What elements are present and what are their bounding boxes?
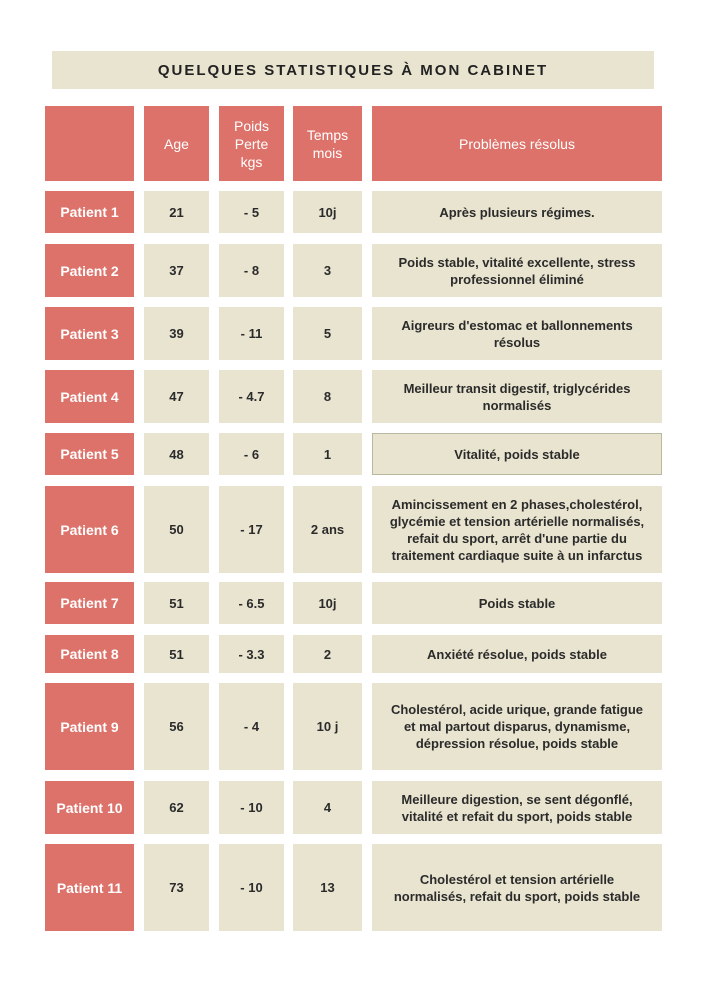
patient-label: Patient 7 [45, 582, 134, 624]
age-cell: 73 [144, 844, 209, 931]
patient-label: Patient 5 [45, 433, 134, 475]
patient-label: Patient 10 [45, 781, 134, 834]
age-cell: 56 [144, 683, 209, 770]
age-cell: 51 [144, 635, 209, 673]
weight-loss-cell: - 11 [219, 307, 284, 360]
problems-cell: Meilleur transit digestif, triglycérides normalisés [372, 370, 662, 423]
weight-loss-cell: - 8 [219, 244, 284, 297]
patient-label: Patient 4 [45, 370, 134, 423]
patient-label: Patient 9 [45, 683, 134, 770]
duration-cell: 10j [293, 191, 362, 233]
duration-cell: 10j [293, 582, 362, 624]
weight-loss-cell: - 5 [219, 191, 284, 233]
problems-cell: Poids stable [372, 582, 662, 624]
header-time-label: Temps mois [306, 126, 349, 161]
age-cell: 62 [144, 781, 209, 834]
weight-loss-cell: - 6 [219, 433, 284, 475]
problems-cell: Après plusieurs régimes. [372, 191, 662, 233]
duration-cell: 13 [293, 844, 362, 931]
duration-cell: 3 [293, 244, 362, 297]
weight-loss-cell: - 6.5 [219, 582, 284, 624]
age-cell: 21 [144, 191, 209, 233]
weight-loss-cell: - 10 [219, 844, 284, 931]
patient-label: Patient 2 [45, 244, 134, 297]
page-title: QUELQUES STATISTIQUES À MON CABINET [52, 51, 654, 89]
age-cell: 50 [144, 486, 209, 573]
problems-cell: Poids stable, vitalité excellente, stress professionnel éliminé [372, 244, 662, 297]
duration-cell: 8 [293, 370, 362, 423]
patient-label: Patient 8 [45, 635, 134, 673]
duration-cell: 1 [293, 433, 362, 475]
duration-cell: 5 [293, 307, 362, 360]
problems-cell: Amincissement en 2 phases,cholestérol, glycémie et tension artérielle normalisés, refait du sport, arrêt d'une partie du traitement cardiaque suite à un infarctus [372, 486, 662, 573]
weight-loss-cell: - 10 [219, 781, 284, 834]
weight-loss-cell: - 17 [219, 486, 284, 573]
duration-cell: 10 j [293, 683, 362, 770]
problems-cell: Cholestérol et tension artérielle normalisés, refait du sport, poids stable [372, 844, 662, 931]
age-cell: 51 [144, 582, 209, 624]
age-cell: 39 [144, 307, 209, 360]
header-time [293, 106, 362, 181]
problems-cell: Vitalité, poids stable [372, 433, 662, 475]
header-problems: Problèmes résolus [372, 106, 662, 181]
header-corner [45, 106, 134, 181]
header-weight-loss-label: Poids Perte kgs [233, 117, 270, 170]
duration-cell: 2 ans [293, 486, 362, 573]
patient-label: Patient 3 [45, 307, 134, 360]
patient-label: Patient 6 [45, 486, 134, 573]
duration-cell: 4 [293, 781, 362, 834]
patient-label: Patient 1 [45, 191, 134, 233]
age-cell: 37 [144, 244, 209, 297]
age-cell: 47 [144, 370, 209, 423]
problems-cell: Aigreurs d'estomac et ballonnements résolus [372, 307, 662, 360]
age-cell: 48 [144, 433, 209, 475]
weight-loss-cell: - 4.7 [219, 370, 284, 423]
patient-label: Patient 11 [45, 844, 134, 931]
weight-loss-cell: - 3.3 [219, 635, 284, 673]
weight-loss-cell: - 4 [219, 683, 284, 770]
problems-cell: Anxiété résolue, poids stable [372, 635, 662, 673]
duration-cell: 2 [293, 635, 362, 673]
header-age: Age [144, 106, 209, 181]
problems-cell: Cholestérol, acide urique, grande fatigue et mal partout disparus, dynamisme, dépression résolue, poids stable [372, 683, 662, 770]
header-weight-loss [219, 106, 284, 181]
problems-cell: Meilleure digestion, se sent dégonflé, vitalité et refait du sport, poids stable [372, 781, 662, 834]
